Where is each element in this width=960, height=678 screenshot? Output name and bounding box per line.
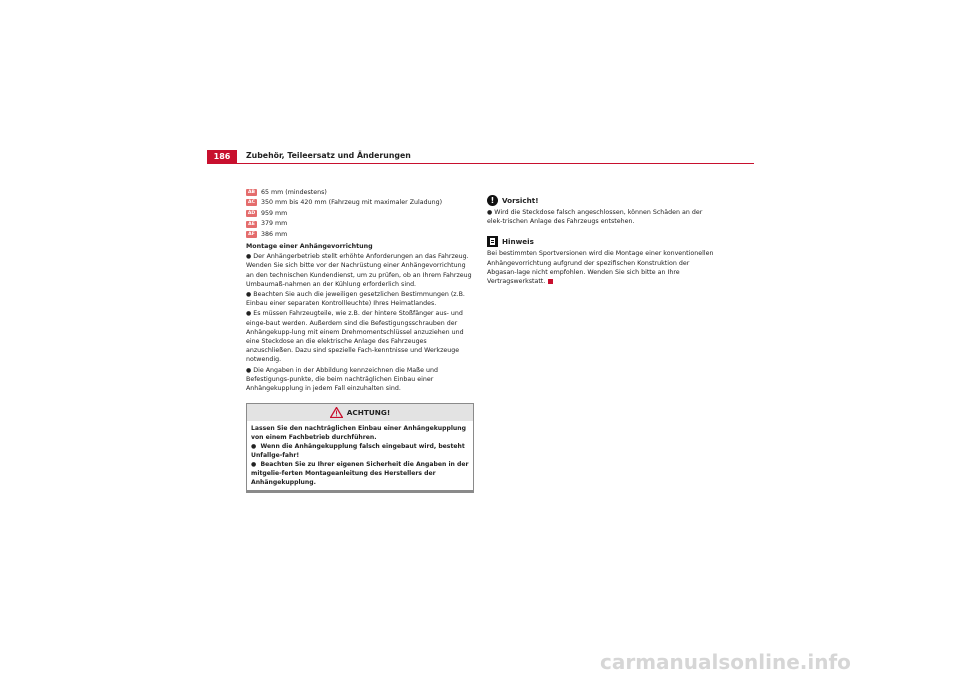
callout-badge: AF [246,231,257,238]
bullet-paragraph: ● Der Anhängerbetrieb stellt erhöhte Anforderungen an das Fahrzeug. Wenden Sie sich bitte vor der Nachrüstung einer Anhängevorrichtung an den technischen Kundendienst, um zu prüfen, ob an Ihrem Fahrzeug Umbaumaß-nahmen an der Kühlung erforderlich sind. [246,253,472,288]
bullet-icon: ● [246,290,252,298]
caution-text: ● Wird die Steckdose falsch angeschlossen, können Schäden an der elek-trischen Anlage des Fahrzeugs entstehen. [487,209,703,226]
warning-bullet: ● Beachten Sie zu Ihrer eigenen Sicherheit die Angaben in der mitgelie-ferten Montageanleitung des Herstellers der Anhängekupplung. [251,461,469,487]
bullet-paragraph: ● Beachten Sie auch die jeweiligen gesetzlichen Bestimmungen (z.B. Einbau einer separaten Kontrollleuchte) Ihres Heimatlandes. [246,290,465,308]
left-column [246,187,474,493]
caution-icon: ! [487,195,498,206]
page-number: 186 [207,150,237,164]
callout-badge: AD [247,210,256,216]
note-heading [487,236,719,247]
caution-title: Vorsicht! [502,195,539,205]
bullet-icon: ● [246,366,252,374]
measure-text: 959 mm [261,209,288,217]
watermark: carmanualsonline.info [600,650,851,674]
warning-box [246,403,474,493]
measure-text: 386 mm [261,231,288,239]
header-divider [207,163,754,164]
callout-badge: AC [246,199,257,206]
caution-heading [487,195,719,206]
section-heading: Montage einer Anhängevorrichtung [246,242,373,250]
right-column [487,195,719,286]
note-text: Bei bestimmten Sportversionen wird die Montage einer konventionellen Anhängevorrichtung aufgrund der spezifischen Konstruktion der Abgasan-lage nicht empfohlen. Wenden Sie sich bitte an Ihre Vertragswerkstatt. [487,250,714,286]
chapter-title: Zubehör, Teileersatz und Änderungen [246,151,411,160]
callout-badge: AB [247,189,256,195]
note-icon [487,236,498,247]
measure-text: 379 mm [261,220,288,228]
measure-row [246,187,474,198]
bullet-icon: ● [246,310,252,318]
measure-text: 65 mm (mindestens) [261,188,327,196]
warning-intro: Lassen Sie den nachträglichen Einbau einer Anhängekupplung von einem Fachbetrieb durchführen. [251,425,466,442]
bullet-icon: ● [251,461,257,469]
callout-badge: AE [246,221,257,228]
measure-row [246,198,474,209]
bullet-icon: ● [251,443,257,451]
warning-header [247,404,473,421]
measure-row [246,229,474,240]
note-title: Hinweis [502,237,534,247]
warning-triangle-icon [330,407,343,418]
measure-row [246,219,474,230]
measure-text: 350 mm bis 420 mm (Fahrzeug mit maximaler Zuladung) [261,199,443,207]
bullet-paragraph: ● Die Angaben in der Abbildung kennzeichnen die Maße und Befestigungs-punkte, die beim nachträglichen Einbau einer Anhängekupplung in jedem Fall einzuhalten sind. [246,366,438,393]
warning-body [247,421,473,490]
bullet-icon: ● [246,253,252,261]
bullet-icon: ● [487,209,493,216]
bullet-paragraph: ● Es müssen Fahrzeugteile, wie z.B. der hintere Stoßfänger aus- und einge-baut werden. Außerdem sind die Befestigungsschrauben der Anhängekupp-lung mit einem Drehmomentschlüssel anzuziehen und eine Steckdose an die elektrische Anlage des Fahrzeuges anzuschließen. Dazu sind spezielle Fach-kenntnisse und Werkzeuge notwendig. [246,310,464,364]
warning-title: ACHTUNG! [346,408,391,418]
warning-bullet: ● Wenn die Anhängekupplung falsch eingebaut wird, besteht Unfallge-fahr! [251,443,465,460]
end-marker-icon [548,279,553,284]
measure-row [246,208,474,219]
